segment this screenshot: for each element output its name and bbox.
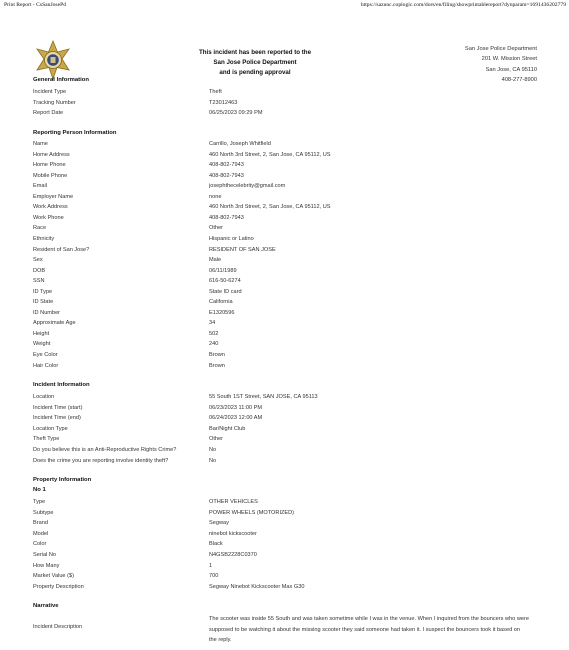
field-row	[33, 318, 543, 328]
field-row	[33, 350, 543, 360]
field-label: Color	[33, 541, 47, 548]
message-line-2: San Jose Police Department	[213, 59, 297, 66]
field-row	[33, 150, 543, 160]
field-label: Eye Color	[33, 352, 58, 358]
field-label: Sex	[33, 257, 43, 264]
field-label: Weight	[33, 341, 51, 348]
print-title: Print Report - CsSanJosePd	[4, 2, 67, 8]
field-label: Serial No	[33, 552, 57, 558]
field-row	[33, 297, 543, 307]
field-value: 502	[209, 330, 219, 337]
field-row	[33, 108, 543, 118]
field-value: N4GSB2228C0370	[209, 552, 257, 558]
field-row	[33, 181, 543, 191]
field-label: Location Type	[33, 425, 68, 432]
field-label: Race	[33, 225, 47, 232]
field-value: Brown	[209, 352, 225, 358]
field-label: Work Phone	[33, 214, 64, 221]
field-row	[33, 508, 543, 518]
field-value: 408-802-7943	[209, 172, 244, 179]
field-value: T23012463	[209, 99, 238, 106]
field-row	[33, 266, 543, 276]
field-value: none	[209, 193, 222, 200]
dept-street: 201 W. Mission Street	[481, 56, 537, 63]
message-line-1: This incident has been reported to the	[198, 49, 312, 56]
field-label: Brand	[33, 520, 48, 527]
field-row	[33, 308, 543, 318]
section-heading: No 1	[33, 487, 46, 493]
section-heading: Narrative	[33, 603, 59, 609]
field-value: 240	[209, 341, 219, 348]
field-row	[33, 213, 543, 223]
field-row	[33, 582, 543, 592]
field-value: Black	[209, 541, 223, 548]
field-row	[33, 223, 543, 233]
narrative-label: Incident Description	[33, 624, 83, 630]
field-label: Incident Time (end)	[33, 415, 81, 422]
pending-approval-message	[165, 48, 345, 78]
field-label: Do you believe this is an Anti-Reproductive Rights Crime?	[33, 447, 177, 453]
field-value: 55 South 1ST Street, SAN JOSE, CA 95113	[209, 394, 318, 400]
field-row	[33, 339, 543, 349]
police-badge-logo	[33, 40, 73, 80]
field-label: Ethnicity	[33, 235, 55, 242]
field-value: 06/23/2023 11:00 PM	[209, 404, 263, 411]
field-label: ID Type	[33, 288, 53, 295]
field-value: E1320596	[209, 309, 235, 316]
field-label: Theft Type	[33, 436, 60, 443]
field-value: Male	[209, 257, 222, 264]
field-value: 408-802-7943	[209, 162, 244, 169]
field-row	[33, 518, 543, 528]
field-row	[33, 539, 543, 549]
field-row	[33, 403, 543, 413]
field-value: Bar/Night Club	[209, 425, 246, 432]
field-value: Segway Ninebot Kickscooter Max G30	[209, 583, 305, 590]
field-value: 06/11/1989	[209, 267, 237, 274]
field-row	[33, 245, 543, 255]
field-label: Home Phone	[33, 162, 66, 169]
field-value: 616-50-6274	[209, 278, 241, 285]
field-value: 700	[209, 573, 219, 580]
field-label: Does the crime you are reporting involve identity theft?	[33, 457, 169, 464]
dept-phone: 408-277-8900	[501, 77, 537, 84]
report-page	[0, 10, 569, 650]
field-label: Approximate Age	[33, 320, 76, 327]
field-label: ID Number	[33, 309, 61, 316]
field-value: 408-802-7943	[209, 214, 244, 221]
field-label: Model	[33, 530, 49, 537]
field-row	[33, 87, 543, 97]
field-row	[33, 361, 543, 371]
field-row	[33, 571, 543, 581]
field-label: Subtype	[33, 509, 54, 516]
field-value: California	[209, 299, 233, 306]
field-value: 06/25/2023 09:29 PM	[209, 110, 263, 117]
section-heading: General Information	[33, 77, 89, 83]
print-url: https://sazunc.coplogic.com/dors/en/filing/showprintablereport?dynparam=1691436202779	[360, 2, 566, 8]
field-value: Other	[209, 436, 223, 443]
field-value: 460 North 3rd Street, 2, San Jose, CA 95112, US	[209, 151, 331, 158]
section-heading: Incident Information	[33, 382, 90, 388]
field-label: SSN	[33, 278, 45, 285]
field-label: Property Description	[33, 583, 84, 590]
field-row	[33, 98, 543, 108]
field-row	[33, 413, 543, 423]
field-value: ninebot kickscooter	[209, 530, 257, 537]
field-label: DOB	[33, 267, 46, 274]
field-value: 1	[209, 562, 213, 569]
dept-name: San Jose Police Department	[464, 46, 537, 52]
field-label: Mobile Phone	[33, 172, 68, 179]
field-row	[33, 424, 543, 434]
field-value: 460 North 3rd Street, 2, San Jose, CA 95112, US	[209, 204, 331, 211]
field-label: Name	[33, 141, 48, 147]
field-row	[33, 529, 543, 539]
field-label: Resident of San Jose?	[33, 246, 90, 253]
field-value: State ID card	[209, 288, 242, 295]
section-heading: Property Information	[33, 477, 92, 483]
message-line-3: and is pending approval	[219, 69, 291, 76]
field-value: OTHER VEHICLES	[209, 499, 258, 505]
field-value: Theft	[209, 89, 222, 95]
field-row	[33, 202, 543, 212]
dept-city: San Jose, CA 95110	[485, 66, 537, 73]
field-value: No	[209, 457, 217, 464]
field-row	[33, 234, 543, 244]
field-row	[33, 192, 543, 202]
field-label: Email	[33, 183, 47, 190]
browser-print-header	[0, 0, 569, 10]
field-row	[33, 497, 543, 507]
field-label: ID State	[33, 299, 54, 306]
field-value: RESIDENT OF SAN JOSE	[209, 246, 276, 253]
field-label: How Many	[33, 562, 60, 569]
field-label: Employer Name	[33, 193, 74, 200]
field-row	[33, 445, 543, 455]
field-row	[33, 550, 543, 560]
field-label: Hair Color	[33, 362, 59, 369]
field-value: 34	[209, 320, 216, 327]
field-label: Work Address	[33, 204, 68, 211]
field-value: Other	[209, 225, 223, 232]
field-row	[33, 255, 543, 265]
field-value: Segway	[209, 520, 229, 527]
field-value: Hispanic or Latino	[209, 235, 254, 242]
field-row	[33, 456, 543, 466]
field-label: Incident Time (start)	[33, 404, 83, 411]
field-row	[33, 276, 543, 286]
field-row	[33, 329, 543, 339]
department-address	[465, 44, 537, 86]
field-value: 06/24/2023 12:00 AM	[209, 415, 263, 422]
field-value: Brown	[209, 362, 225, 369]
field-label: Report Date	[33, 110, 64, 117]
field-row	[33, 392, 543, 402]
field-row	[33, 160, 543, 170]
field-value: No	[209, 447, 217, 453]
field-value: POWER WHEELS (MOTORIZED)	[209, 509, 295, 516]
field-label: Tracking Number	[33, 99, 76, 106]
field-value: josephthecelebrity@gmail.com	[209, 183, 286, 190]
field-row	[33, 561, 543, 571]
section-heading: Reporting Person Information	[33, 130, 117, 136]
field-label: Incident Type	[33, 89, 67, 95]
field-label: Home Address	[33, 151, 70, 158]
field-label: Market Value ($)	[33, 573, 74, 580]
field-value: Carrillo, Joseph Whitfield	[209, 141, 271, 147]
field-row	[33, 171, 543, 181]
field-label: Type	[33, 499, 46, 505]
field-label: Height	[33, 330, 50, 337]
field-row	[33, 287, 543, 297]
field-row	[33, 434, 543, 444]
field-label: Location	[33, 394, 55, 400]
narrative-text: The scooter was inside 55 South and was taken sometime while I was in the venue. When I inquired from the bouncers who were supposed to be watching it about the missing scooter they said someone had taken it. I suspect the bouncers took it based on the reply.	[209, 616, 529, 644]
field-row	[33, 139, 543, 149]
